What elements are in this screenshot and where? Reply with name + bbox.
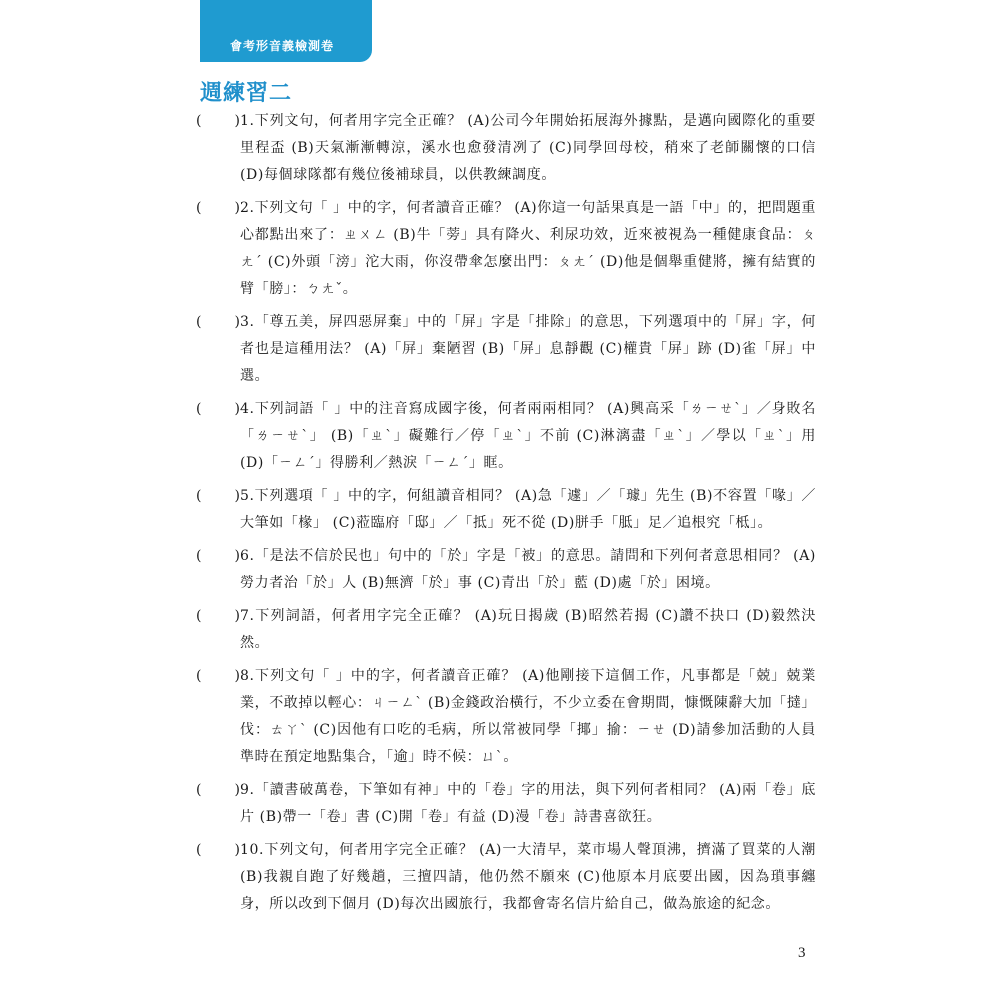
question-body: 下列文句「 」中的字，何者讀音正確？ (A)他剛接下這個工作，凡事都是「兢」兢業業，不敢掉以輕心：ㄐㄧㄥˋ (B)金錢政治橫行，不少立委在會期間，慷慨陳辭大加「撻」伐：ㄊㄚˋ (C)因他有口吃的毛病，所以常被同學「揶」揄：ㄧㄝ (D)請參加活動的人員準時在預定地點集合，「逾」時不候：ㄩˋ。 xyxy=(240,668,816,765)
question-number: 3. xyxy=(240,314,255,330)
question-text xyxy=(240,543,816,597)
question-item xyxy=(196,543,816,597)
question-body: 「讀書破萬卷，下筆如有神」中的「卷」字的用法，與下列何者相同？ (A)兩「卷」底片 (B)帶一「卷」書 (C)開「卷」有益 (D)漫「卷」詩書喜欲狂。 xyxy=(240,782,816,825)
question-text xyxy=(240,777,816,831)
question-item xyxy=(196,483,816,537)
answer-blank[interactable]: ( ) xyxy=(196,548,240,564)
question-item xyxy=(196,777,816,831)
answer-blank[interactable]: ( ) xyxy=(196,200,240,216)
question-number: 10. xyxy=(240,842,265,858)
answer-blank[interactable]: ( ) xyxy=(196,608,240,624)
question-body: 下列選項「 」中的字，何組讀音相同？ (A)急「遽」／「璩」先生 (B)不容置「喙」／大筆如「椽」 (C)蒞臨府「邸」／「抵」死不從 (D)胼手「胝」足／追根究「柢」。 xyxy=(240,488,816,531)
question-body: 下列文句，何者用字完全正確？ (A)公司今年開始拓展海外據點，是邁向國際化的重要里程盃 (B)天氣漸漸轉涼，溪水也愈發清冽了 (C)同學回母校，稍來了老師關懷的口信 (D)每個球隊都有幾位後補球員，以供教練調度。 xyxy=(240,113,816,183)
answer-blank[interactable]: ( ) xyxy=(196,668,240,684)
question-item xyxy=(196,195,816,303)
question-item xyxy=(196,309,816,390)
question-text xyxy=(240,663,816,771)
question-list xyxy=(196,108,816,924)
question-item xyxy=(196,603,816,657)
question-text xyxy=(240,195,816,303)
question-number: 2. xyxy=(240,200,255,216)
question-body: 「尊五美，屏四惡屏棄」中的「屏」字是「排除」的意思，下列選項中的「屏」字，何者也是這種用法？ (A)「屏」棄陋習 (B)「屏」息靜觀 (C)權貴「屏」跡 (D)雀「屏」中選。 xyxy=(240,314,816,384)
question-number: 5. xyxy=(240,488,255,504)
question-body: 下列文句，何者用字完全正確？ (A)一大清早，菜市場人聲頂沸，擠滿了買菜的人潮 (B)我親自跑了好幾趟，三擅四請，他仍然不願來 (C)他原本月底要出國，因為瑣事纏身，所以改到下個月 (D)每次出國旅行，我都會寄名信片給自己，做為旅途的紀念。 xyxy=(240,842,816,912)
answer-blank[interactable]: ( ) xyxy=(196,113,240,129)
section-title: 週練習二 xyxy=(200,81,293,106)
header-tab xyxy=(200,0,372,62)
question-body: 下列詞語「 」中的注音寫成國字後，何者兩兩相同？ (A)興高采「ㄌㄧㄝˋ」／身敗名「ㄌㄧㄝˋ」 (B)「ㄓˋ」礙難行／停「ㄓˋ」不前 (C)淋漓盡「ㄓˋ」／學以「ㄓˋ」用 (D)「ㄧㄥˊ」得勝利／熱淚「ㄧㄥˊ」眶。 xyxy=(240,401,816,471)
question-text xyxy=(240,837,816,918)
question-body: 「是法不信於民也」句中的「於」字是「被」的意思。請問和下列何者意思相同？ (A)勞力者治「於」人 (B)無濟「於」事 (C)青出「於」藍 (D)處「於」困境。 xyxy=(240,548,816,591)
question-number: 4. xyxy=(240,401,255,417)
question-text xyxy=(240,483,816,537)
question-text xyxy=(240,396,816,477)
question-number: 6. xyxy=(240,548,255,564)
question-item xyxy=(196,663,816,771)
question-item xyxy=(196,108,816,189)
question-item xyxy=(196,396,816,477)
question-number: 9. xyxy=(240,782,255,798)
question-body: 下列詞語，何者用字完全正確？ (A)玩日揭歲 (B)昭然若揭 (C)讚不抉口 (D)毅然決然。 xyxy=(240,608,816,651)
page-number: 3 xyxy=(798,945,806,961)
question-text xyxy=(240,309,816,390)
question-body: 下列文句「 」中的字，何者讀音正確？ (A)你這一句話果真是一語「中」的，把問題重心都點出來了：ㄓㄨㄥ (B)牛「蒡」具有降火、利尿功效，近來被視為一種健康食品：ㄆㄤˊ (C)外頭「滂」沱大雨，你沒帶傘怎麼出門：ㄆㄤˊ (D)他是個舉重健將，擁有結實的臂「膀」：ㄅㄤˇ。 xyxy=(240,200,816,297)
question-number: 8. xyxy=(240,668,255,684)
answer-blank[interactable]: ( ) xyxy=(196,314,240,330)
question-number: 7. xyxy=(240,608,255,624)
answer-blank[interactable]: ( ) xyxy=(196,488,240,504)
answer-blank[interactable]: ( ) xyxy=(196,401,240,417)
question-item xyxy=(196,837,816,918)
answer-blank[interactable]: ( ) xyxy=(196,782,240,798)
answer-blank[interactable]: ( ) xyxy=(196,842,240,858)
question-text xyxy=(240,603,816,657)
question-text xyxy=(240,108,816,189)
question-number: 1. xyxy=(240,113,255,129)
header-label: 會考形音義檢測卷 xyxy=(230,39,335,53)
